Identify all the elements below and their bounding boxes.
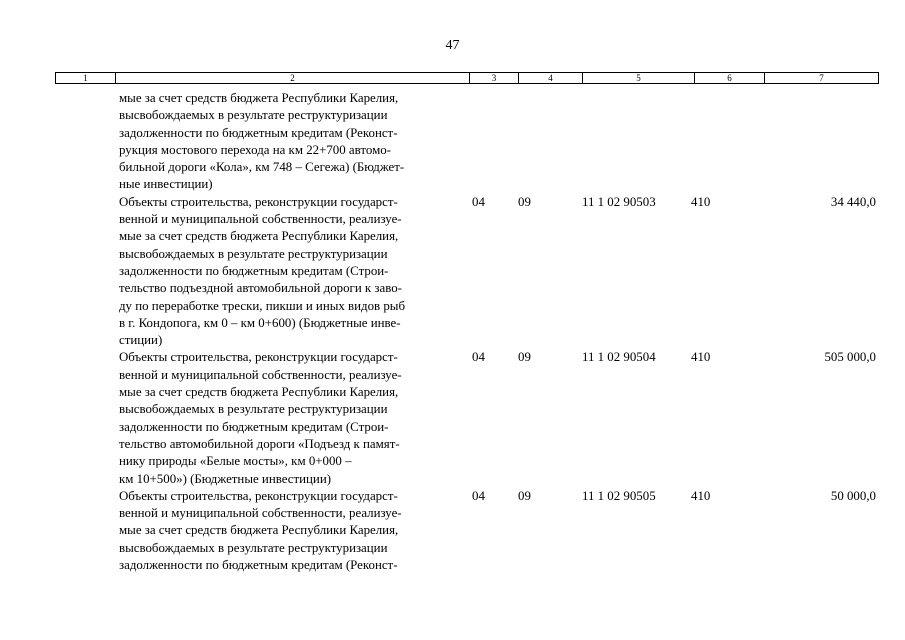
row-description: мые за счет средств бюджета Республики Карелия, высвобождаемых в результате реструктуризации задолженности по бюджетным кредитам (Реконст- рукция мостового перехода на км 22+700 автомо- бильной дороги «Кола», км 748 – Сегежа) (Бюджет- ные инвестиции) [119, 91, 405, 192]
column-header-2: 2 [116, 73, 470, 83]
row-section: 04 [472, 350, 485, 365]
table-row [0, 90, 905, 194]
row-description: Объекты строительства, реконструкции государст- венной и муниципальной собственности, реализуе- мые за счет средств бюджета Республики Карелия, высвобождаемых в результате реструктуризации задолженности по бюджетным кредитам (Строи- тельство автомобильной дороги «Подъезд к памят- нику природы «Белые мосты», км 0+000 – км 10+500») (Бюджетные инвестиции) [119, 350, 402, 486]
table-row [0, 194, 905, 350]
table-row [0, 349, 905, 487]
table-header-row [55, 72, 879, 84]
column-header-7: 7 [819, 73, 824, 83]
row-description: Объекты строительства, реконструкции государст- венной и муниципальной собственности, реализуе- мые за счет средств бюджета Республики Карелия, высвобождаемых в результате реструктуризации задолженности по бюджетным кредитам (Строи- тельство подъездной автомобильной дороги к заво- ду по переработке трески, пикши и иных видов рыб в г. Кондопога, км 0 – км 0+600) (Бюджетные инве- стиции) [119, 194, 406, 348]
table-body [0, 90, 905, 574]
column-header-4: 4 [519, 73, 583, 83]
row-expense-type: 410 [691, 350, 711, 365]
row-sum: 34 440,0 [830, 194, 876, 209]
row-sum: 505 000,0 [824, 350, 876, 365]
row-target-code: 11 1 02 90505 [582, 488, 656, 503]
row-expense-type: 410 [691, 194, 711, 209]
row-subsection: 09 [518, 194, 531, 209]
row-subsection: 09 [518, 488, 531, 503]
column-header-6: 6 [695, 73, 765, 83]
row-target-code: 11 1 02 90503 [582, 194, 656, 209]
row-description: Объекты строительства, реконструкции государст- венной и муниципальной собственности, реализуе- мые за счет средств бюджета Республики Карелия, высвобождаемых в результате реструктуризации задолженности по бюджетным кредитам (Реконст- [119, 488, 402, 573]
column-header-1: 1 [56, 73, 116, 83]
column-header-3: 3 [470, 73, 519, 83]
row-sum: 50 000,0 [830, 488, 876, 503]
page-number: 47 [445, 38, 460, 53]
row-subsection: 09 [518, 350, 531, 365]
row-expense-type: 410 [691, 488, 711, 503]
row-section: 04 [472, 194, 485, 209]
column-header-5: 5 [583, 73, 695, 83]
table-row [0, 488, 905, 574]
row-target-code: 11 1 02 90504 [582, 350, 656, 365]
row-section: 04 [472, 488, 485, 503]
